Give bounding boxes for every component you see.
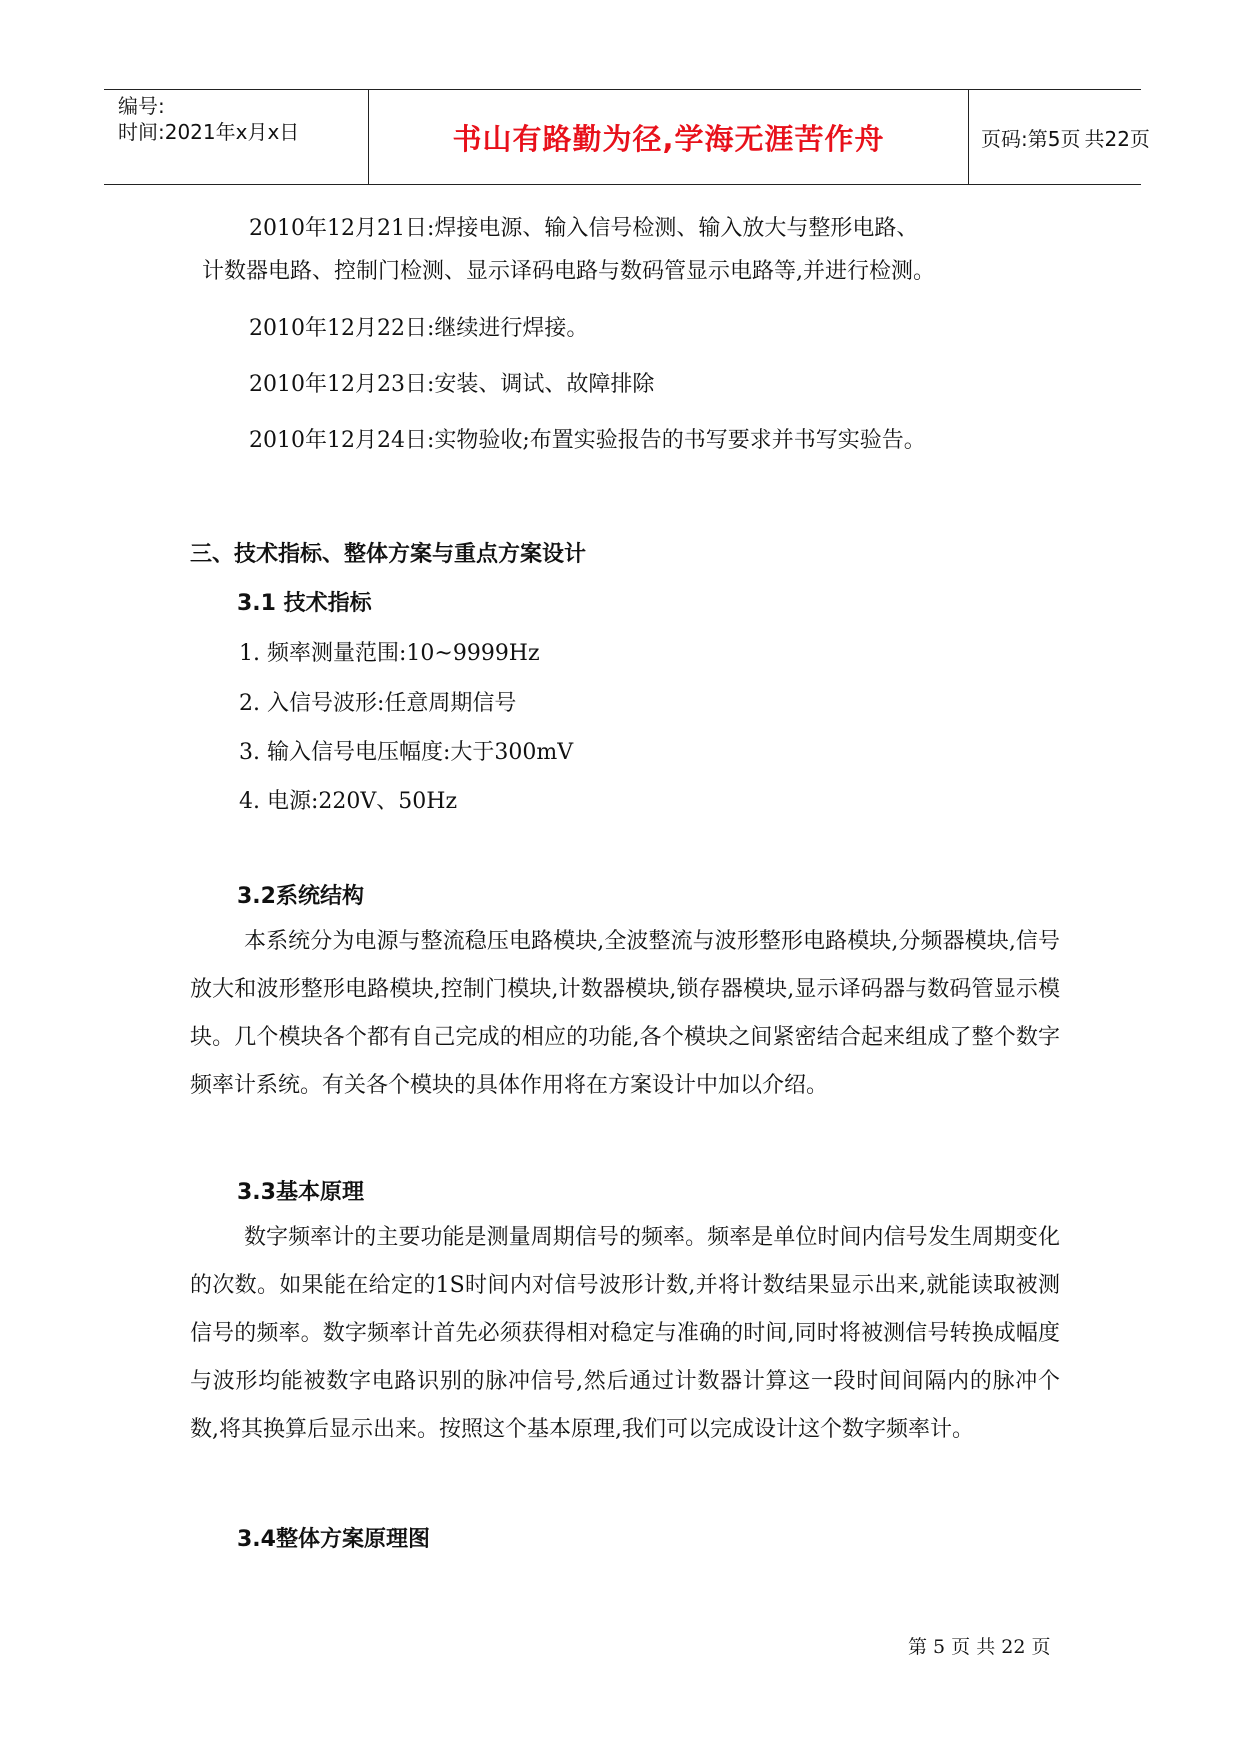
spec-item: 3. 输入信号电压幅度:大于300mV — [239, 740, 574, 765]
section-heading: 三、技术指标、整体方案与重点方案设计 — [190, 542, 587, 567]
subsection-heading: 3.1 技术指标 — [237, 591, 372, 616]
subsection-heading: 3.4整体方案原理图 — [237, 1527, 430, 1552]
body-paragraph: 本系统分为电源与整流稳压电路模块,全波整流与波形整形电路模块,分频器模块,信号放大和波形整形电路模块,控制门模块,计数器模块,锁存器模块,显示译码器与数码管显示模块。几个模块各个都有自己完成的相应的功能,各个模块之间紧密结合起来组成了整个数字频率计系统。有关各个模块的具体作用将在方案设计中加以介绍。 — [190, 929, 1060, 1098]
schedule-line: 2010年12月22日:继续进行焊接。 — [249, 316, 589, 341]
header-page-info — [969, 90, 1150, 184]
header-motto: 书山有路勤为径,学海无涯苦作舟 — [369, 90, 969, 184]
schedule-line: 计数器电路、控制门检测、显示译码电路与数码管显示电路等,并进行检测。 — [202, 259, 935, 284]
subsection-heading: 3.3基本原理 — [237, 1180, 364, 1205]
spec-item: 4. 电源:220V、50Hz — [239, 789, 458, 814]
schedule-line: 2010年12月23日:安装、调试、故障排除 — [249, 372, 655, 397]
subsection-heading: 3.2系统结构 — [237, 884, 364, 909]
spec-item: 2. 入信号波形:任意周期信号 — [239, 691, 517, 716]
body-paragraph: 数字频率计的主要功能是测量周期信号的频率。频率是单位时间内信号发生周期变化的次数。如果能在给定的1S时间内对信号波形计数,并将计数结果显示出来,就能读取被测信号的频率。数字频率计首先必须获得相对稳定与准确的时间,同时将被测信号转换成幅度与波形均能被数字电路识别的脉冲信号,然后通过计数器计算这一段时间间隔内的脉冲个数,将其换算后显示出来。按照这个基本原理,我们可以完成设计这个数字频率计。 — [190, 1225, 1060, 1442]
page-number-label: 页码:第5页 — [981, 126, 1081, 151]
schedule-line: 2010年12月24日:实物验收;布置实验报告的书写要求并书写实验告。 — [249, 428, 926, 453]
header-meta — [104, 90, 369, 184]
schedule-line: 2010年12月21日:焊接电源、输入信号检测、输入放大与整形电路、 — [249, 216, 919, 241]
page-header — [104, 89, 1150, 185]
page-total-label: 共22页 — [1084, 126, 1150, 151]
spec-item: 1. 频率测量范围:10~9999Hz — [239, 641, 540, 666]
document-number-label: 编号: — [118, 94, 165, 118]
page-footer: 第 5 页 共 22 页 — [908, 1636, 1051, 1658]
document-time-label: 时间:2021年x月x日 — [118, 120, 300, 144]
